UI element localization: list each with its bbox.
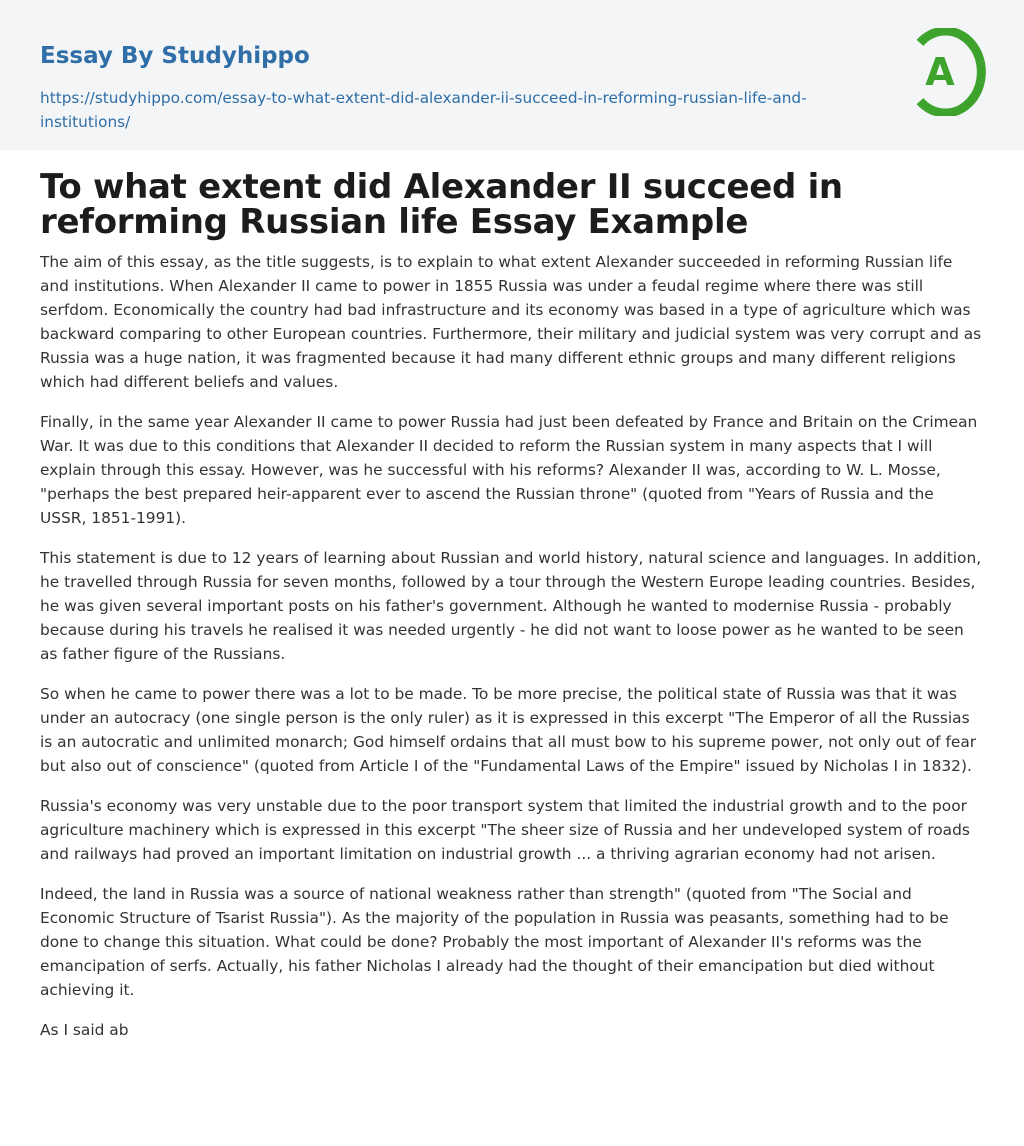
article-paragraph: As I said ab	[40, 1021, 129, 1039]
article-paragraph: Finally, in the same year Alexander II came to power Russia had just been defeated by France and Britain on the Crimean War. It was due to this conditions that Alexander II decided to reform the Russian system in many aspects that I will explain through this essay. However, was he successful with his reforms? Alexander II was, according to W. L. Mosse, "perhaps the best prepared heir-apparent ever to ascend the Russian throne" (quoted from "Years of Russia and the USSR, 1851-1991).	[40, 413, 978, 527]
article	[0, 150, 1024, 1042]
article-paragraph: Russia's economy was very unstable due to the poor transport system that limited the industrial growth and to the poor agriculture machinery which is expressed in this excerpt "The sheer size of Russia and her undeveloped system of roads and railways had proved an important limitation on industrial growth ... a thriving agrarian economy had not arisen.	[40, 797, 970, 863]
article-paragraph: The aim of this essay, as the title suggests, is to explain to what extent Alexander succeeded in reforming Russian life and institutions. When Alexander II came to power in 1855 Russia was under a feudal regime where there was still serfdom. Economically the country had bad infrastructure and its economy was based in a type of agriculture which was backward comparing to other European countries. Furthermore, their military and judicial system was very corrupt and as Russia was a huge nation, it was fragmented because it had many different ethnic groups and many different religions which had different beliefs and values.	[40, 253, 982, 391]
article-paragraph: So when he came to power there was a lot to be made. To be more precise, the political state of Russia was that it was under an autocracy (one single person is the only ruler) as it is expressed in this excerpt "The Emperor of all the Russias is an autocratic and unlimited monarch; God himself ordains that all must bow to his supreme power, not only out of fear but also out of conscience" (quoted from Article I of the "Fundamental Laws of the Empire" issued by Nicholas I in 1832).	[40, 685, 977, 775]
article-paragraph: Indeed, the land in Russia was a source of national weakness rather than strength" (quoted from "The Social and Economic Structure of Tsarist Russia"). As the majority of the population in Russia was peasants, something had to be done to change this situation. What could be done? Probably the most important of Alexander II's reforms was the emancipation of serfs. Actually, his father Nicholas I already had the thought of their emancipation but died without achieving it.	[40, 885, 949, 999]
essay-url-link[interactable]: https://studyhippo.com/essay-to-what-extent-did-alexander-ii-succeed-in-reforming-russian-life-and-institutions/	[40, 89, 807, 131]
site-brand[interactable]: Essay By Studyhippo	[40, 43, 310, 69]
article-paragraph: This statement is due to 12 years of learning about Russian and world history, natural science and languages. In addition, he travelled through Russia for seven months, followed by a tour through the Western Europe leading countries. Besides, he was given several important posts on his father's government. Although he wanted to modernise Russia - probably because during his travels he realised it was needed urgently - he did not want to loose power as he wanted to be seen as father figure of the Russians.	[40, 549, 982, 663]
studyhippo-logo-icon[interactable]	[909, 28, 989, 116]
site-header	[0, 0, 1024, 150]
page-title: To what extent did Alexander II succeed in reforming Russian life Essay Example	[40, 167, 843, 242]
logo-letter: A	[925, 50, 955, 94]
